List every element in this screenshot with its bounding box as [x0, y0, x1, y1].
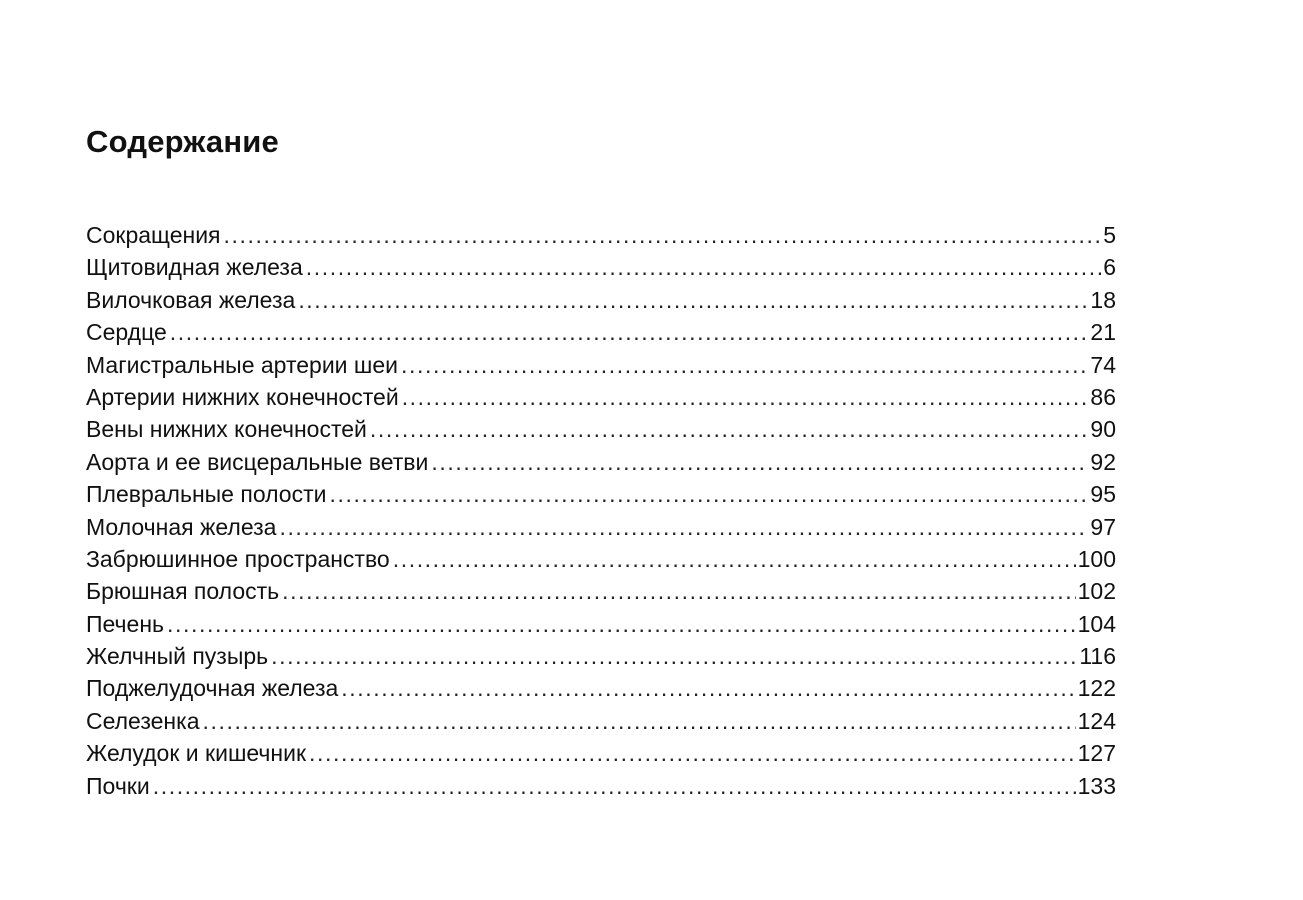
toc-dot-leader [170, 316, 1089, 348]
toc-entry-page-number: 18 [1090, 286, 1116, 313]
toc-dot-leader [309, 737, 1076, 769]
toc-entry-label: Желчный пузырь [86, 643, 269, 670]
toc-entry [86, 381, 1116, 413]
toc-entry [86, 413, 1116, 445]
toc-entry-label: Сокращения [86, 222, 221, 248]
toc-entry-page-number: 92 [1090, 448, 1116, 475]
toc-entry [86, 575, 1116, 607]
toc-entry-page-number: 97 [1090, 513, 1116, 540]
toc-entry-page-number: 122 [1077, 675, 1116, 702]
toc-entry-label: Желудок и кишечник [86, 740, 307, 767]
toc-entry [86, 349, 1116, 381]
toc-dot-leader [153, 770, 1076, 802]
toc-entry-page-number: 124 [1077, 707, 1116, 734]
toc-entry-page-number: 133 [1077, 772, 1116, 799]
toc-entry [86, 705, 1116, 737]
toc-entry-label: Вилочковая железа [86, 286, 296, 313]
toc-entry-page-number: 90 [1090, 416, 1116, 443]
toc-entry [86, 608, 1116, 640]
toc-dot-leader [282, 575, 1075, 607]
toc-entry-page-number: 102 [1077, 578, 1116, 605]
toc-entry [86, 511, 1116, 543]
table-of-contents [86, 219, 1116, 802]
toc-entry [86, 672, 1116, 704]
toc-entry-label: Магистральные артерии шеи [86, 351, 398, 378]
toc-entry-page-number: 104 [1077, 610, 1116, 637]
toc-dot-leader [279, 511, 1088, 543]
toc-dot-leader [431, 446, 1088, 478]
toc-entry-label: Брюшная полость [86, 578, 280, 605]
toc-dot-leader [306, 251, 1101, 283]
toc-dot-leader [402, 381, 1089, 413]
toc-entry-page-number: 6 [1103, 254, 1116, 281]
page-title: Содержание [86, 124, 279, 159]
toc-entry-page-number: 5 [1103, 222, 1116, 248]
toc-entry [86, 284, 1116, 316]
toc-entry-page-number: 74 [1090, 351, 1116, 378]
toc-entry-page-number: 116 [1079, 643, 1116, 670]
toc-dot-leader [224, 219, 1102, 251]
toc-entry-label: Артерии нижних конечностей [86, 383, 399, 410]
toc-dot-leader [298, 284, 1088, 316]
toc-entry-label: Забрюшинное пространство [86, 545, 390, 572]
toc-entry-page-number: 21 [1090, 319, 1116, 346]
toc-dot-leader [271, 640, 1077, 672]
toc-entry [86, 446, 1116, 478]
toc-entry-label: Щитовидная железа [86, 254, 303, 281]
toc-entry [86, 219, 1116, 251]
toc-dot-leader [329, 478, 1088, 510]
toc-entry-page-number: 127 [1077, 740, 1116, 767]
toc-entry [86, 543, 1116, 575]
toc-dot-leader [401, 349, 1088, 381]
toc-dot-leader [370, 413, 1089, 445]
toc-entry-label: Вены нижних конечностей [86, 416, 367, 443]
toc-dot-leader [202, 705, 1075, 737]
toc-entry [86, 251, 1116, 283]
toc-entry-label: Почки [86, 772, 150, 799]
toc-entry-page-number: 95 [1090, 481, 1116, 508]
toc-dot-leader [393, 543, 1076, 575]
toc-entry [86, 737, 1116, 769]
toc-entry [86, 640, 1116, 672]
toc-entry [86, 316, 1116, 348]
toc-entry-label: Плевральные полости [86, 481, 327, 508]
toc-entry-label: Печень [86, 610, 165, 637]
toc-entry-label: Сердце [86, 319, 167, 346]
toc-dot-leader [341, 672, 1075, 704]
toc-dot-leader [167, 608, 1076, 640]
toc-entry-label: Селезенка [86, 707, 200, 734]
toc-entry-label: Аорта и ее висцеральные ветви [86, 448, 429, 475]
toc-entry-page-number: 86 [1090, 383, 1116, 410]
toc-entry [86, 770, 1116, 802]
toc-entry [86, 478, 1116, 510]
toc-entry-label: Молочная железа [86, 513, 277, 540]
toc-entry-label: Поджелудочная железа [86, 675, 339, 702]
toc-entry-page-number: 100 [1077, 545, 1116, 572]
